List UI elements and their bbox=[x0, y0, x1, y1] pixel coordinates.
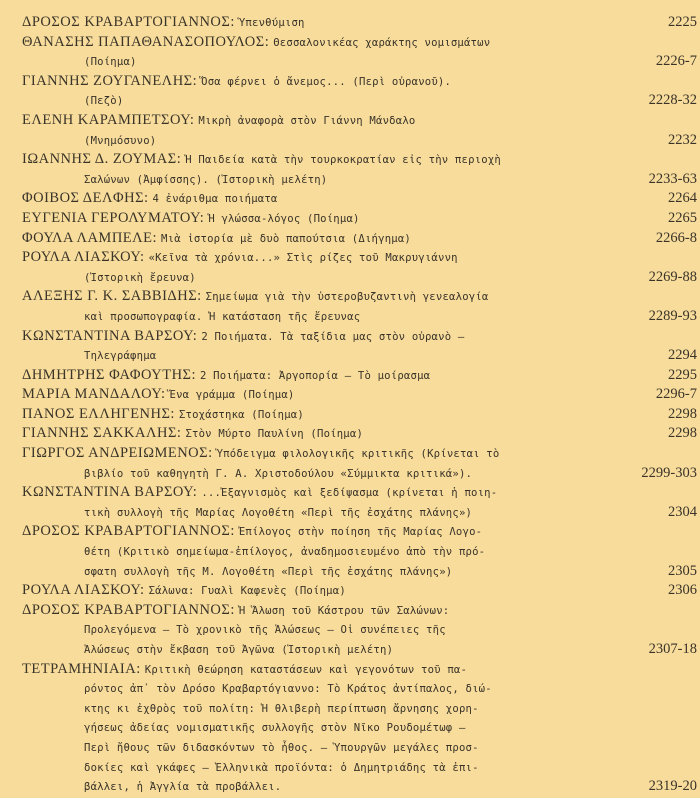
entry-first-line bbox=[22, 13, 622, 33]
entry-title: Τηλεγράφημα bbox=[84, 350, 157, 363]
entry-continuation-line bbox=[22, 620, 622, 640]
entry-title: Θεσσαλονικέας χαράκτης νομισμάτων bbox=[273, 36, 491, 49]
entry-continuation-line bbox=[22, 562, 622, 582]
entry-first-line bbox=[22, 72, 622, 92]
entry-title: Ἐπίλογος στὴν ποίηση τῆς Μαρίας Λογο- bbox=[238, 526, 483, 539]
entry-first-line bbox=[22, 150, 622, 170]
entry-first-line bbox=[22, 601, 622, 621]
entry-title: Ἁλώσεως στὴν ἔκβαση τοῦ Ἀγῶνα (Ἱστορικὴ μελέτη) bbox=[84, 644, 394, 656]
entry-title: βιβλίο τοῦ καθηγητὴ Γ. Α. Χριστοδούλου «Σύμμικτα κριτικά»). bbox=[84, 467, 473, 480]
entry-continuation-line bbox=[22, 307, 622, 327]
entry-author: ΑΛΕΞΗΣ Γ. Κ. ΣΑΒΒΙΔΗΣ: bbox=[22, 288, 202, 305]
entry-continuation-line bbox=[22, 777, 622, 797]
entry-title: (Ποίημα) bbox=[84, 56, 137, 69]
entry-author: ΚΩΝΣΤΑΝΤΙΝΑ ΒΑΡΣΟΥ: bbox=[22, 484, 198, 501]
entry-title: 4 ἐνάριθμα ποιήματα bbox=[152, 193, 278, 206]
entry-continuation-line bbox=[22, 503, 622, 523]
toc-entry bbox=[22, 287, 697, 326]
entry-page-number: 2319-20 bbox=[648, 778, 697, 795]
entry-author: ΚΩΝΣΤΑΝΤΙΝΑ ΒΑΡΣΟΥ: bbox=[22, 327, 198, 344]
entry-title: Σημείωμα γιὰ τὴν ὑστεροβυζαντινὴ γενεαλογία bbox=[205, 291, 489, 304]
entry-first-line bbox=[22, 229, 622, 249]
entry-page-number: 2298 bbox=[668, 405, 697, 422]
entry-page-number: 2305 bbox=[668, 562, 697, 579]
toc-entry bbox=[22, 405, 697, 425]
toc-entry bbox=[22, 444, 697, 483]
entry-title: (Ἱστορικὴ ἔρευνα) bbox=[84, 271, 196, 284]
entry-title: Κριτικὴ θεώρηση καταστάσεων καὶ γεγονότων τοῦ πα- bbox=[144, 663, 468, 676]
entry-continuation-line bbox=[22, 640, 622, 660]
toc-entry bbox=[22, 189, 697, 209]
entry-title: γήσεως ἀδείας νομισματικῆς συλλογῆς στὸν Νῖκο Ρουδομέτωφ — bbox=[84, 722, 466, 735]
entry-first-line bbox=[22, 483, 622, 503]
entry-title: καὶ προσωπογραφία. Ἡ κατάσταση τῆς ἔρευνας bbox=[84, 310, 361, 323]
entry-first-line bbox=[22, 189, 622, 209]
entry-title: Ἡ Ἅλωση τοῦ Κάστρου τῶν Σαλώνων: bbox=[238, 604, 450, 617]
entry-author: ΓΙΩΡΓΟΣ ΑΝΔΡΕΙΩΜΕΝΟΣ: bbox=[22, 445, 213, 462]
entry-author: ΦΟΙΒΟΣ ΔΕΛΦΗΣ: bbox=[22, 190, 149, 207]
entry-author: ΦΟΥΛΑ ΛΑΜΠΕΛΕ: bbox=[22, 229, 158, 246]
entry-author: ΡΟΥΛΑ ΛΙΑΣΚΟΥ: bbox=[22, 249, 145, 266]
toc-entry bbox=[22, 248, 697, 287]
entry-title: Περὶ ἤθους τῶν διδασκόντων τὸ ἦθος. — Ὑπουργῶν μεγάλες προσ- bbox=[84, 741, 479, 754]
entry-title: 2 Ποιήματα. Τὰ ταξίδια μας στὸν οὐρανὸ — bbox=[201, 330, 465, 343]
entry-continuation-line bbox=[22, 464, 622, 484]
entry-page-number: 2266-8 bbox=[655, 229, 697, 246]
entry-continuation-line bbox=[22, 718, 622, 738]
toc-entry bbox=[22, 209, 697, 229]
entry-page-number: 2296-7 bbox=[655, 386, 697, 403]
entry-page-number: 2226-7 bbox=[655, 53, 697, 70]
entry-first-line bbox=[22, 33, 622, 53]
entry-first-line bbox=[22, 287, 622, 307]
entry-page-number: 2295 bbox=[668, 366, 697, 383]
entry-page-number: 2306 bbox=[668, 582, 697, 599]
entry-first-line bbox=[22, 522, 622, 542]
entry-title: Στοχάστηκα (Ποίημα) bbox=[178, 408, 304, 421]
entry-first-line bbox=[22, 444, 622, 464]
entry-title: Προλεγόμενα — Τὸ χρονικὸ τῆς Ἁλώσεως — Οἱ συνέπειες τῆς bbox=[84, 624, 446, 637]
entry-title: κτης κι ἐχθρὸς τοῦ πολίτη: Ἡ θλιβερὴ περίπτωση ἄρνησης χορη- bbox=[84, 702, 479, 715]
entry-title: Μιὰ ἱστορία μὲ δυὸ παπούτσια (Διήγημα) bbox=[161, 232, 412, 245]
toc-entry bbox=[22, 601, 697, 660]
entry-author: ΔΗΜΗΤΡΗΣ ΦΑΦΟΥΤΗΣ: bbox=[22, 366, 197, 383]
entry-title: θέτη (Κριτικὸ σημείωμα-ἐπίλογος, ἀναδημοσιευμένο ἀπὸ τὴν πρό- bbox=[84, 546, 486, 559]
toc-entry bbox=[22, 424, 697, 444]
toc-entry bbox=[22, 327, 697, 366]
entry-page-number: 2265 bbox=[668, 209, 697, 226]
entry-title: Ἡ γλώσσα-λόγος (Ποίημα) bbox=[208, 212, 360, 225]
entry-title: τικὴ συλλογὴ τῆς Μαρίας Λογοθέτη «Περὶ τῆς ἐσχάτης πλάνης») bbox=[84, 506, 473, 519]
entry-page-number: 2232 bbox=[668, 131, 697, 148]
entry-title: Ὅσα φέρνει ὁ ἄνεμος... (Περὶ οὐρανοῦ). bbox=[201, 75, 452, 88]
entry-title: Ἡ Παιδεία κατὰ τὴν τουρκοκρατίαν εἰς τὴν περιοχὴ bbox=[185, 154, 501, 167]
entry-first-line bbox=[22, 327, 622, 347]
entry-first-line bbox=[22, 366, 622, 386]
toc-entry bbox=[22, 483, 697, 522]
entry-continuation-line bbox=[22, 542, 622, 562]
entry-continuation-line bbox=[22, 679, 622, 699]
toc-entry bbox=[22, 660, 697, 797]
entry-page-number: 2307-18 bbox=[648, 641, 697, 657]
toc-entry bbox=[22, 229, 697, 249]
entry-title: ρόντος ἀπ᾿ τὸν Δρόσο Κραβαρτόγιαννο: Τὸ Κράτος ἀντίπαλος, διώ- bbox=[84, 683, 492, 696]
entry-author: ΔΡΟΣΟΣ ΚΡΑΒΑΡΤΟΓΙΑΝΝΟΣ: bbox=[22, 523, 235, 540]
entry-title: (Πεζὸ) bbox=[84, 95, 124, 108]
entry-title: σφατη συλλογὴ τῆς Μ. Λογοθέτη «Περὶ τῆς ἐσχάτης πλάνης») bbox=[84, 565, 453, 578]
toc-entry bbox=[22, 366, 697, 386]
entry-continuation-line bbox=[22, 268, 622, 288]
entry-page-number: 2264 bbox=[668, 190, 697, 207]
entry-author: ΜΑΡΙΑ ΜΑΝΔΑΛΟΥ: bbox=[22, 386, 166, 403]
entry-page-number: 2294 bbox=[668, 347, 697, 364]
entry-page-number: 2228-32 bbox=[648, 92, 697, 109]
entry-first-line bbox=[22, 660, 622, 680]
toc-entry bbox=[22, 150, 697, 189]
entry-continuation-line bbox=[22, 170, 622, 190]
entry-title: (Μνημόσυνο) bbox=[84, 134, 157, 147]
entry-first-line bbox=[22, 385, 622, 405]
entry-first-line bbox=[22, 209, 622, 229]
entry-continuation-line bbox=[22, 52, 622, 72]
entry-title: ...Ἐξαγνισμὸς καὶ ξεδίψασμα (κρίνεται ἡ ποιη- bbox=[201, 487, 498, 500]
entry-first-line bbox=[22, 581, 622, 601]
entry-title: «Κεῖνα τὰ χρόνια...» Στὶς ρίζες τοῦ Μακρυγιάννη bbox=[148, 252, 458, 265]
entry-first-line bbox=[22, 111, 622, 131]
toc-entry bbox=[22, 581, 697, 601]
entry-title: Ὑπενθύμιση bbox=[238, 17, 305, 29]
entry-title: Σαλώνων (Ἀμφίσσης). (Ἱστορικὴ μελέτη) bbox=[84, 173, 328, 186]
toc-entry bbox=[22, 33, 697, 72]
entry-author: ΓΙΑΝΝΗΣ ΣΑΚΚΑΛΗΣ: bbox=[22, 425, 182, 442]
entry-author: ΡΟΥΛΑ ΛΙΑΣΚΟΥ: bbox=[22, 582, 145, 599]
entry-page-number: 2225 bbox=[668, 14, 697, 30]
entry-author: ΕΛΕΝΗ ΚΑΡΑΜΠΕΤΣΟΥ: bbox=[22, 111, 195, 128]
entry-author: ΔΡΟΣΟΣ ΚΡΑΒΑΡΤΟΓΙΑΝΝΟΣ: bbox=[22, 14, 235, 30]
toc-entry bbox=[22, 385, 697, 405]
entry-author: ΤΕΤΡΑΜΗΝΙΑΙΑ: bbox=[22, 660, 141, 677]
entry-title: Σάλωνα: Γυαλὶ Καφενὲς (Ποίημα) bbox=[148, 585, 346, 598]
entry-page-number: 2289-93 bbox=[648, 307, 697, 324]
entry-page-number: 2269-88 bbox=[648, 268, 697, 285]
entry-continuation-line bbox=[22, 131, 622, 151]
entry-page-number: 2298 bbox=[668, 425, 697, 442]
entry-page-number: 2299-303 bbox=[641, 464, 697, 481]
toc-entry bbox=[22, 522, 697, 581]
entry-title: βάλλει, ἡ Ἀγγλία τὰ προβάλλει. bbox=[84, 781, 282, 794]
toc-entry bbox=[22, 13, 697, 33]
entry-title: Ἕνα γράμμα (Ποίημα) bbox=[169, 389, 295, 402]
entry-continuation-line bbox=[22, 699, 622, 719]
entry-author: ΙΩΑΝΝΗΣ Δ. ΖΟΥΜΑΣ: bbox=[22, 151, 182, 168]
entry-page-number: 2233-63 bbox=[648, 170, 697, 187]
entry-title: Μικρὴ ἀναφορὰ στὸν Γιάννη Μάνδαλο bbox=[198, 114, 416, 127]
toc-entry bbox=[22, 72, 697, 111]
entry-title: 2 Ποιήματα: Ἀργοπορία — Τὸ μοίρασμα bbox=[200, 369, 431, 382]
entry-title: Ὑπόδειγμα φιλολογικῆς κριτικῆς (Κρίνεται τὸ bbox=[216, 448, 500, 461]
toc-entry bbox=[22, 111, 697, 150]
entry-continuation-line bbox=[22, 91, 622, 111]
entry-continuation-line bbox=[22, 738, 622, 758]
entry-title: δοκίες καὶ γκάφες — Ἑλληνικὰ προϊόντα: ὁ Δημητριάδης τὰ ἐπι- bbox=[84, 761, 479, 774]
entry-author: ΠΑΝΟΣ ΕΛΛΗΓΕΝΗΣ: bbox=[22, 405, 175, 422]
entry-first-line bbox=[22, 405, 622, 425]
entry-continuation-line bbox=[22, 346, 622, 366]
entry-title: Στὸν Μύρτο Παυλίνη (Ποίημα) bbox=[185, 428, 364, 441]
entry-author: ΔΡΟΣΟΣ ΚΡΑΒΑΡΤΟΓΙΑΝΝΟΣ: bbox=[22, 601, 235, 618]
entry-author: ΓΙΑΝΝΗΣ ΖΟΥΓΑΝΕΛΗΣ: bbox=[22, 72, 198, 89]
entry-first-line bbox=[22, 424, 622, 444]
entry-author: ΘΑΝΑΣΗΣ ΠΑΠΑΘΑΝΑΣΟΠΟΥΛΟΣ: bbox=[22, 33, 270, 50]
entry-page-number: 2304 bbox=[668, 503, 697, 520]
entry-continuation-line bbox=[22, 758, 622, 778]
entry-first-line bbox=[22, 248, 622, 268]
entry-author: ΕΥΓΕΝΙΑ ΓΕΡΟΛΥΜΑΤΟΥ: bbox=[22, 209, 205, 226]
